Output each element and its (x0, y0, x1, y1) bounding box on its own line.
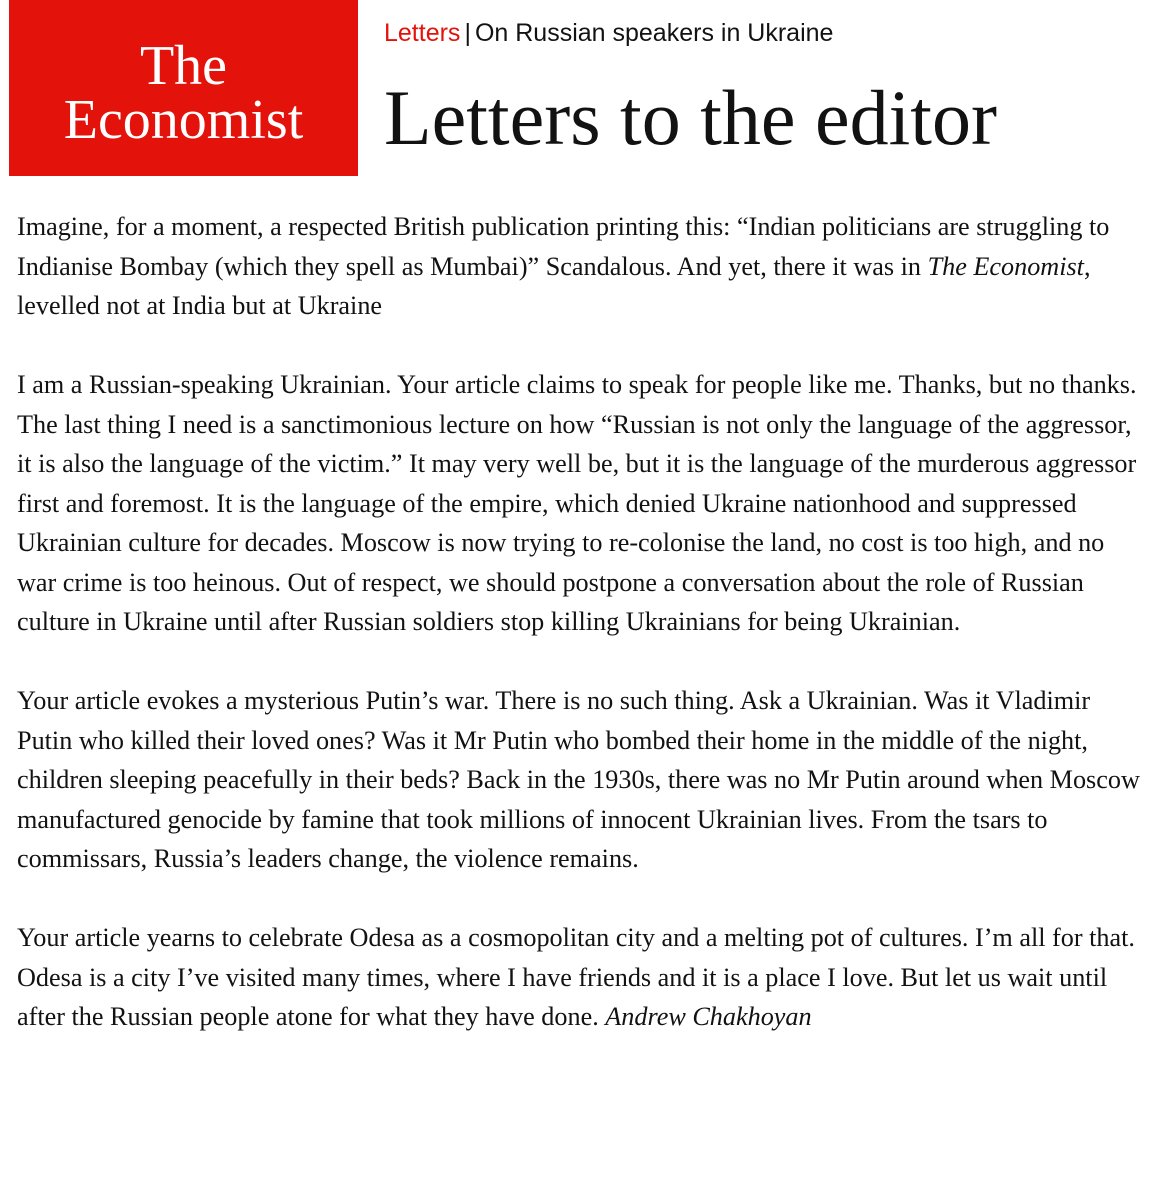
economist-logo (9, 0, 358, 176)
letter-body (17, 207, 1149, 1037)
article-kicker (384, 16, 833, 50)
letter-headline: On Russian speakers in Ukraine (474, 19, 834, 47)
letter-paragraph-3: Your article evokes a mysterious Putin’s war. There is no such thing. Ask a Ukrainian. Was it Vladimir Putin who killed their loved ones? Was it Mr Putin who bombed their home in the middle of the night, children sleeping peacefully in their beds? Back in the 1930s, there was no Mr Putin around when Moscow manufactured genocide by famine that took millions of innocent Ukrainian lives. From the tsars to commissars, Russia’s leaders change, the violence remains. (17, 686, 1140, 873)
paragraph-4-text: Your article yearns to celebrate Odesa as a cosmopolitan city and a melting pot of cultures. I’m all for that. Odesa is a city I’ve visited many times, where I have friends and it is a place I love. But let us wait until after the Russian people atone for what they have done. (17, 923, 1135, 1031)
paragraph-1-text-b: , levelled not at India but at Ukraine (17, 251, 1091, 320)
publication-name: The Economist (927, 251, 1084, 281)
paragraph-1-text-a: Imagine, for a moment, a respected British publication printing this: “Indian politicians are struggling to Indianise Bombay (which they spell as Mumbai)” Scandalous. And yet, there it was in (17, 212, 1110, 281)
kicker-separator: | (464, 19, 471, 47)
logo-line-2: Economist (63, 89, 304, 151)
page-title: Letters to the editor (384, 74, 997, 161)
letter-paragraph-2: I am a Russian-speaking Ukrainian. Your article claims to speak for people like me. Thanks, but no thanks. The last thing I need is a sanctimonious lecture on how “Russian is not only the language of the aggressor, it is also the language of the victim.” It may very well be, but it is the language of the murderous aggressor first and foremost. It is the language of the empire, which denied Ukraine nationhood and suppressed Ukrainian culture for decades. Moscow is now trying to re-colonise the land, no cost is too high, and no war crime is too heinous. Out of respect, we should postpone a conversation about the role of Russian culture in Ukraine until after Russian soldiers stop killing Ukrainians for being Ukrainian. (17, 370, 1137, 636)
logo-line-1: The (139, 35, 228, 97)
letter-paragraph-4 (17, 918, 1149, 1037)
letter-paragraph-1 (17, 207, 1149, 326)
letter-author: Andrew Chakhoyan (605, 1002, 812, 1031)
section-label: Letters (384, 19, 461, 47)
